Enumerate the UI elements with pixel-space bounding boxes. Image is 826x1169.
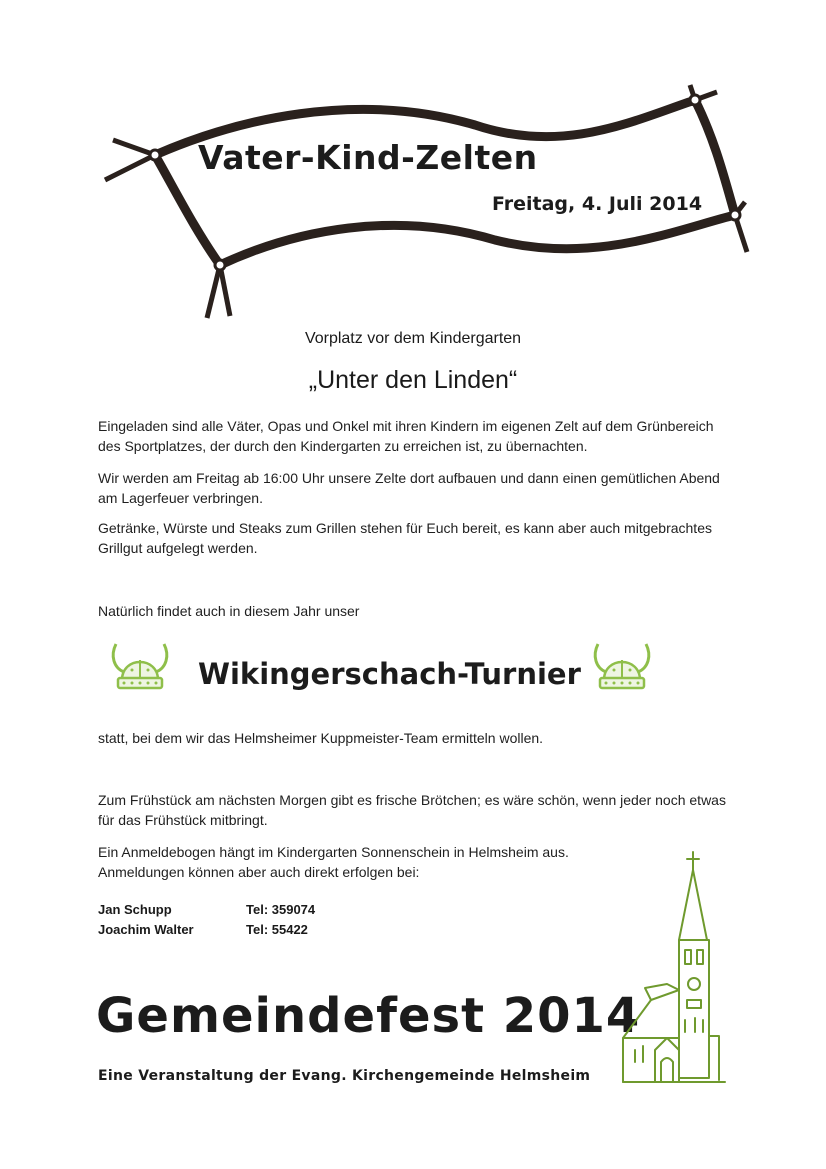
gemeindefest-title: Gemeindefest 2014 bbox=[96, 988, 641, 1044]
venue-line: Vorplatz vor dem Kindergarten bbox=[304, 330, 522, 347]
tournament-title: Wikingerschach-Turnier bbox=[198, 657, 581, 691]
venue-name: „Unter den Linden“ bbox=[308, 366, 518, 394]
event-title: Vater-Kind-Zelten bbox=[198, 138, 538, 177]
contact-phone: Tel: 359074 bbox=[246, 902, 316, 917]
contact-phone: Tel: 55422 bbox=[246, 922, 308, 937]
church-icon bbox=[615, 850, 735, 1090]
paragraph-breakfast: Zum Frühstück am nächsten Morgen gibt es frische Brötchen; es wäre schön, wenn jeder noch etwas für das Frühstück mitbringt. bbox=[98, 792, 726, 828]
contact-name: Joachim Walter bbox=[98, 922, 194, 937]
paragraph-schedule: Wir werden am Freitag ab 16:00 Uhr unsere Zelte dort aufbauen und dann einen gemütlichen Abend am Lagerfeuer verbringen. bbox=[98, 470, 720, 506]
paragraph-tournament-intro: Natürlich findet auch in diesem Jahr unser bbox=[98, 603, 360, 619]
viking-helmet-icon bbox=[108, 634, 172, 694]
event-date: Freitag, 4. Juli 2014 bbox=[492, 193, 703, 215]
paragraph-invitation: Eingeladen sind alle Väter, Opas und Onkel mit ihren Kindern im eigenen Zelt auf dem Grünbereich des Sportplatzes, der durch den Kindergarten zu erreichen ist, zu übernachten. bbox=[98, 418, 714, 454]
paragraph-tournament-outro: statt, bei dem wir das Helmsheimer Kuppmeister-Team ermitteln wollen. bbox=[98, 730, 544, 746]
viking-helmet-icon bbox=[590, 634, 654, 694]
paragraph-food: Getränke, Würste und Steaks zum Grillen stehen für Euch bereit, es kann aber auch mitgebrachtes Grillgut aufgelegt werden. bbox=[98, 520, 712, 556]
registration-line-2: Anmeldungen können aber auch direkt erfolgen bei: bbox=[98, 864, 420, 880]
contact-name: Jan Schupp bbox=[98, 902, 172, 917]
organizer-line: Eine Veranstaltung der Evang. Kirchengemeinde Helmsheim bbox=[98, 1068, 591, 1084]
paragraph-registration bbox=[98, 842, 618, 882]
registration-line-1: Ein Anmeldebogen hängt im Kindergarten Sonnenschein in Helmsheim aus. bbox=[98, 844, 569, 860]
